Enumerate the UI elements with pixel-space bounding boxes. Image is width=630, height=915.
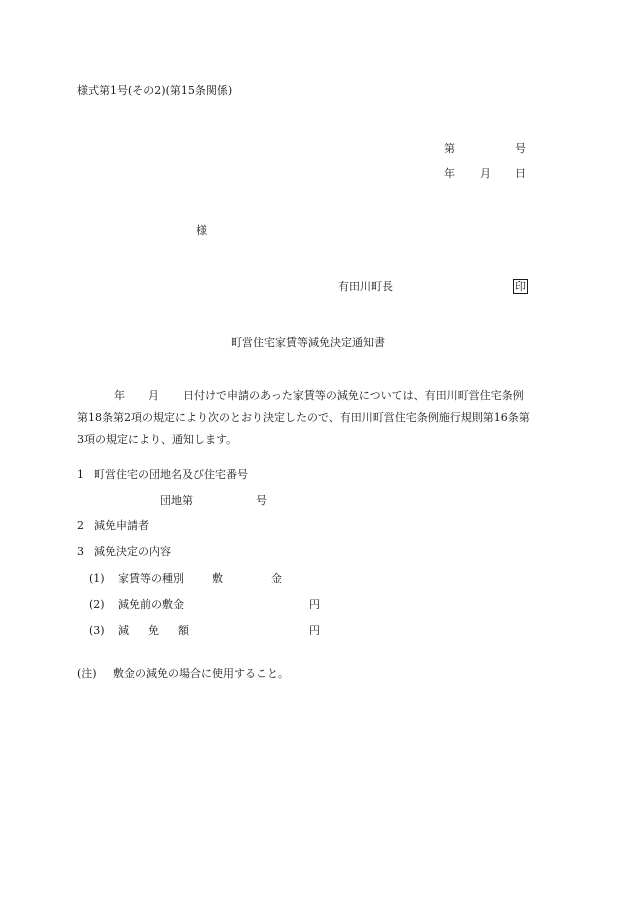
seal-mark (513, 279, 528, 294)
sub1-number: (1) (89, 572, 105, 585)
date-month: 月 (480, 167, 491, 180)
item2-label: 減免申請者 (94, 519, 149, 532)
note-text: 敷金の減免の場合に使用すること。 (113, 667, 289, 680)
form-id: 様式第1号(その2)(第15条関係) (77, 84, 233, 97)
sub1-value-char1: 敷 (212, 572, 223, 585)
body-year: 年 (114, 389, 125, 402)
number-suffix: 号 (515, 142, 526, 155)
addressee-suffix: 様 (196, 224, 207, 237)
item3-label: 減免決定の内容 (94, 545, 171, 558)
seal-text: 印 (515, 280, 526, 293)
sub2-label: 減免前の敷金 (118, 598, 184, 611)
date-year: 年 (444, 167, 455, 180)
sub3-label-char1: 減 (118, 624, 129, 637)
sub3-unit: 円 (309, 624, 320, 637)
number-prefix: 第 (444, 142, 455, 155)
note-head: (注) (77, 667, 97, 680)
sub3-label-char3: 額 (178, 624, 189, 637)
item2-number: 2 (77, 519, 84, 532)
sub2-unit: 円 (309, 598, 320, 611)
item1-estate-label: 団地第 (160, 494, 193, 507)
sub3-label-char2: 免 (148, 624, 159, 637)
body-text-line3: 3項の規定により、通知します。 (77, 433, 238, 446)
body-text-line2: 第18条第2項の規定により次のとおり決定したので、有田川町営住宅条例施行規則第16条第 (77, 411, 530, 424)
item1-label: 町営住宅の団地名及び住宅番号 (94, 468, 248, 481)
document-title: 町営住宅家賃等減免決定通知書 (231, 336, 385, 349)
item3-number: 3 (77, 545, 84, 558)
body-text-line1: 日付けで申請のあった家賃等の減免については、有田川町営住宅条例 (183, 389, 524, 402)
sub3-number: (3) (89, 624, 105, 637)
sender-title: 有田川町長 (338, 280, 393, 293)
body-month: 月 (148, 389, 159, 402)
sub1-value-char2: 金 (271, 572, 282, 585)
sub2-number: (2) (89, 598, 105, 611)
item1-number: 1 (77, 468, 84, 481)
item1-number-suffix: 号 (256, 494, 267, 507)
date-day: 日 (515, 167, 526, 180)
sub1-label: 家賃等の種別 (118, 572, 184, 585)
